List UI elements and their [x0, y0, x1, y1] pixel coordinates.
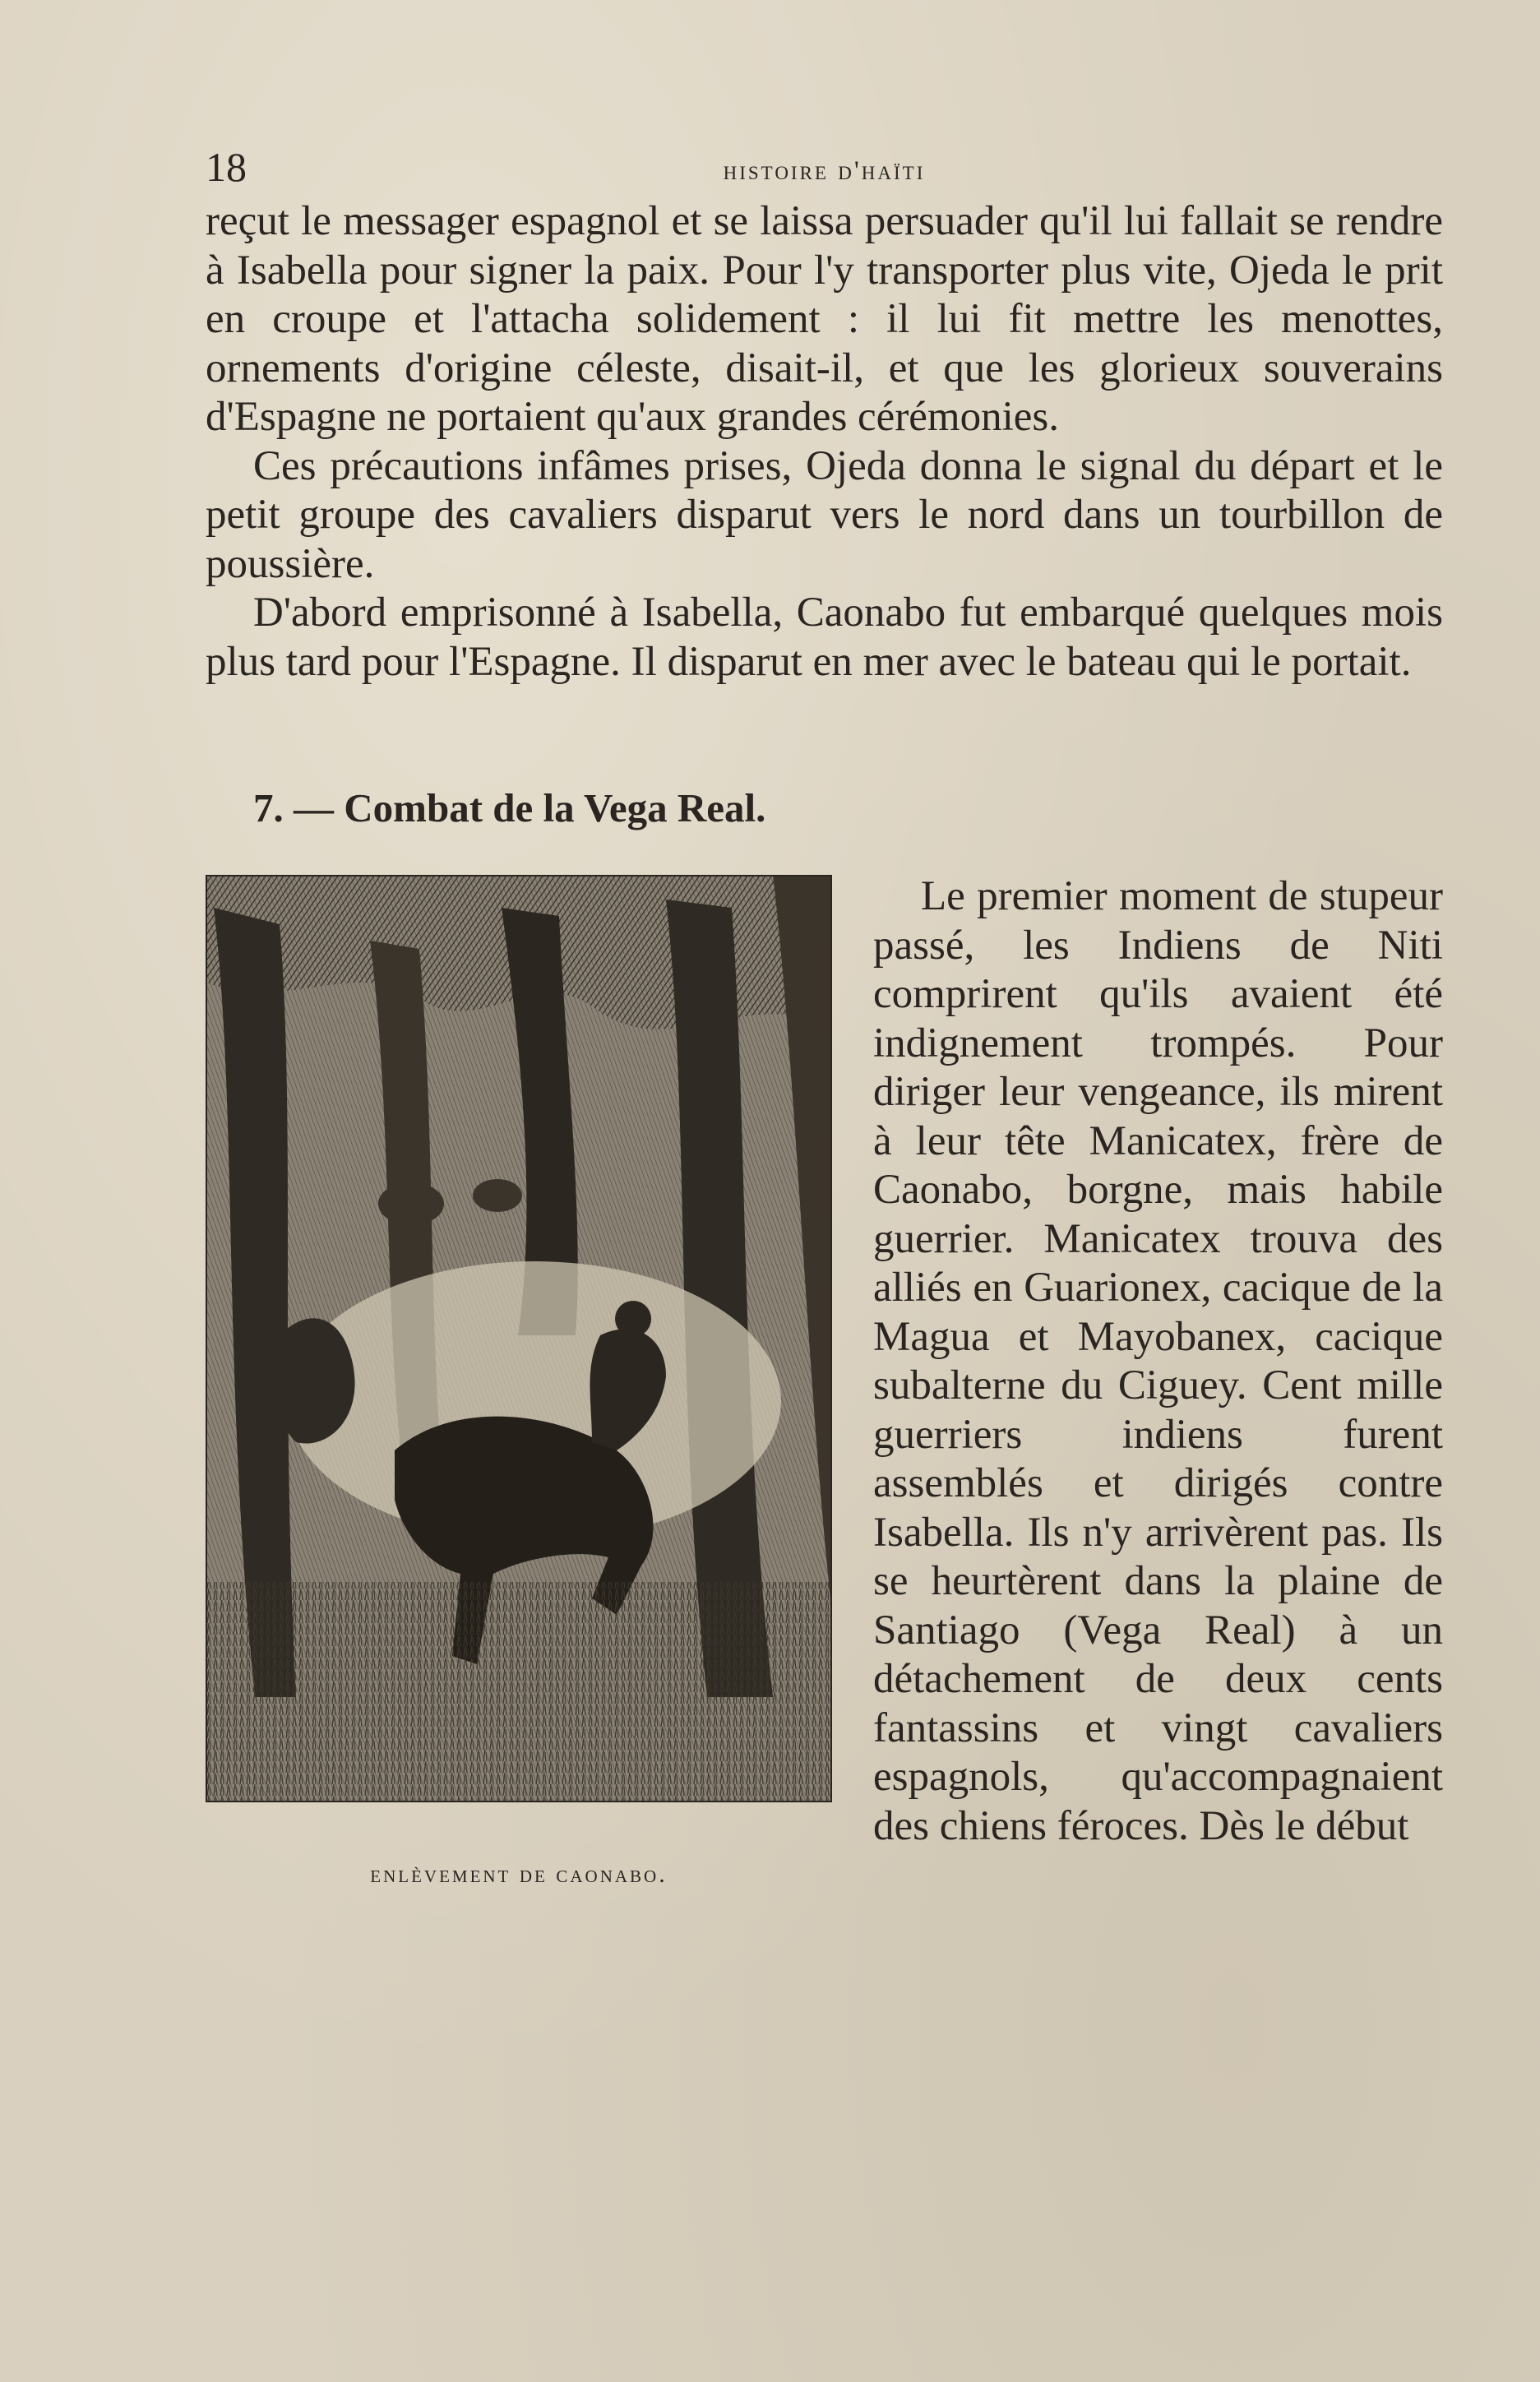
section-heading: 7. — Combat de la Vega Real.	[253, 785, 766, 830]
book-page	[206, 140, 1443, 1899]
paragraph-3: D'abord emprisonné à Isabella, Caonabo fut embarqué quelques mois plus tard pour l'Espagne. Il disparut en mer avec le bateau qui le portait.	[206, 590, 1443, 685]
page-number: 18	[206, 144, 247, 190]
figure	[206, 875, 832, 1899]
running-title: histoire d'haïti	[723, 156, 926, 186]
figure-caption: enlèvement de caonabo.	[370, 1861, 668, 1888]
body-text	[206, 197, 1443, 1888]
running-head	[206, 140, 1443, 197]
engraving-illustration	[206, 875, 832, 1802]
paragraph-1: reçut le messager espagnol et se laissa persuader qu'il lui fallait se rendre à Isabella pour signer la paix. Pour l'y transporter plus vite, Ojeda le prit en croupe et l'attacha solidement : il lui fit mettre les menottes, ornements d'origine céleste, disait-il, et que les glorieux souverains d'Espagne ne portaient qu'aux grandes cérémonies.	[206, 198, 1443, 440]
paragraph-2: Ces précautions infâmes prises, Ojeda donna le signal du départ et le petit groupe des cavaliers disparut vers le nord dans un tourbillon de poussière.	[206, 442, 1443, 587]
section-body: Le premier moment de stupeur passé, les Indiens de Niti comprirent qu'ils avaient été indignement trompés. Pour diriger leur vengeance, ils mirent à leur tête Manicatex, frère de Caonabo, borgne, mais habile guerrier. Manicatex trouva des alliés en Guarionex, cacique de la Magua et Mayobanex, cacique subalterne du Ciguey. Cent mille guerriers indiens furent assemblés et dirigés contre Isabella. Ils n'y arrivèrent pas. Ils se heurtèrent dans la plaine de Santiago (Vega Real) à un détachement de deux cents fantassins et vingt cavaliers espagnols, qu'accompagnaient des chiens féroces. Dès le début	[873, 873, 1443, 1849]
